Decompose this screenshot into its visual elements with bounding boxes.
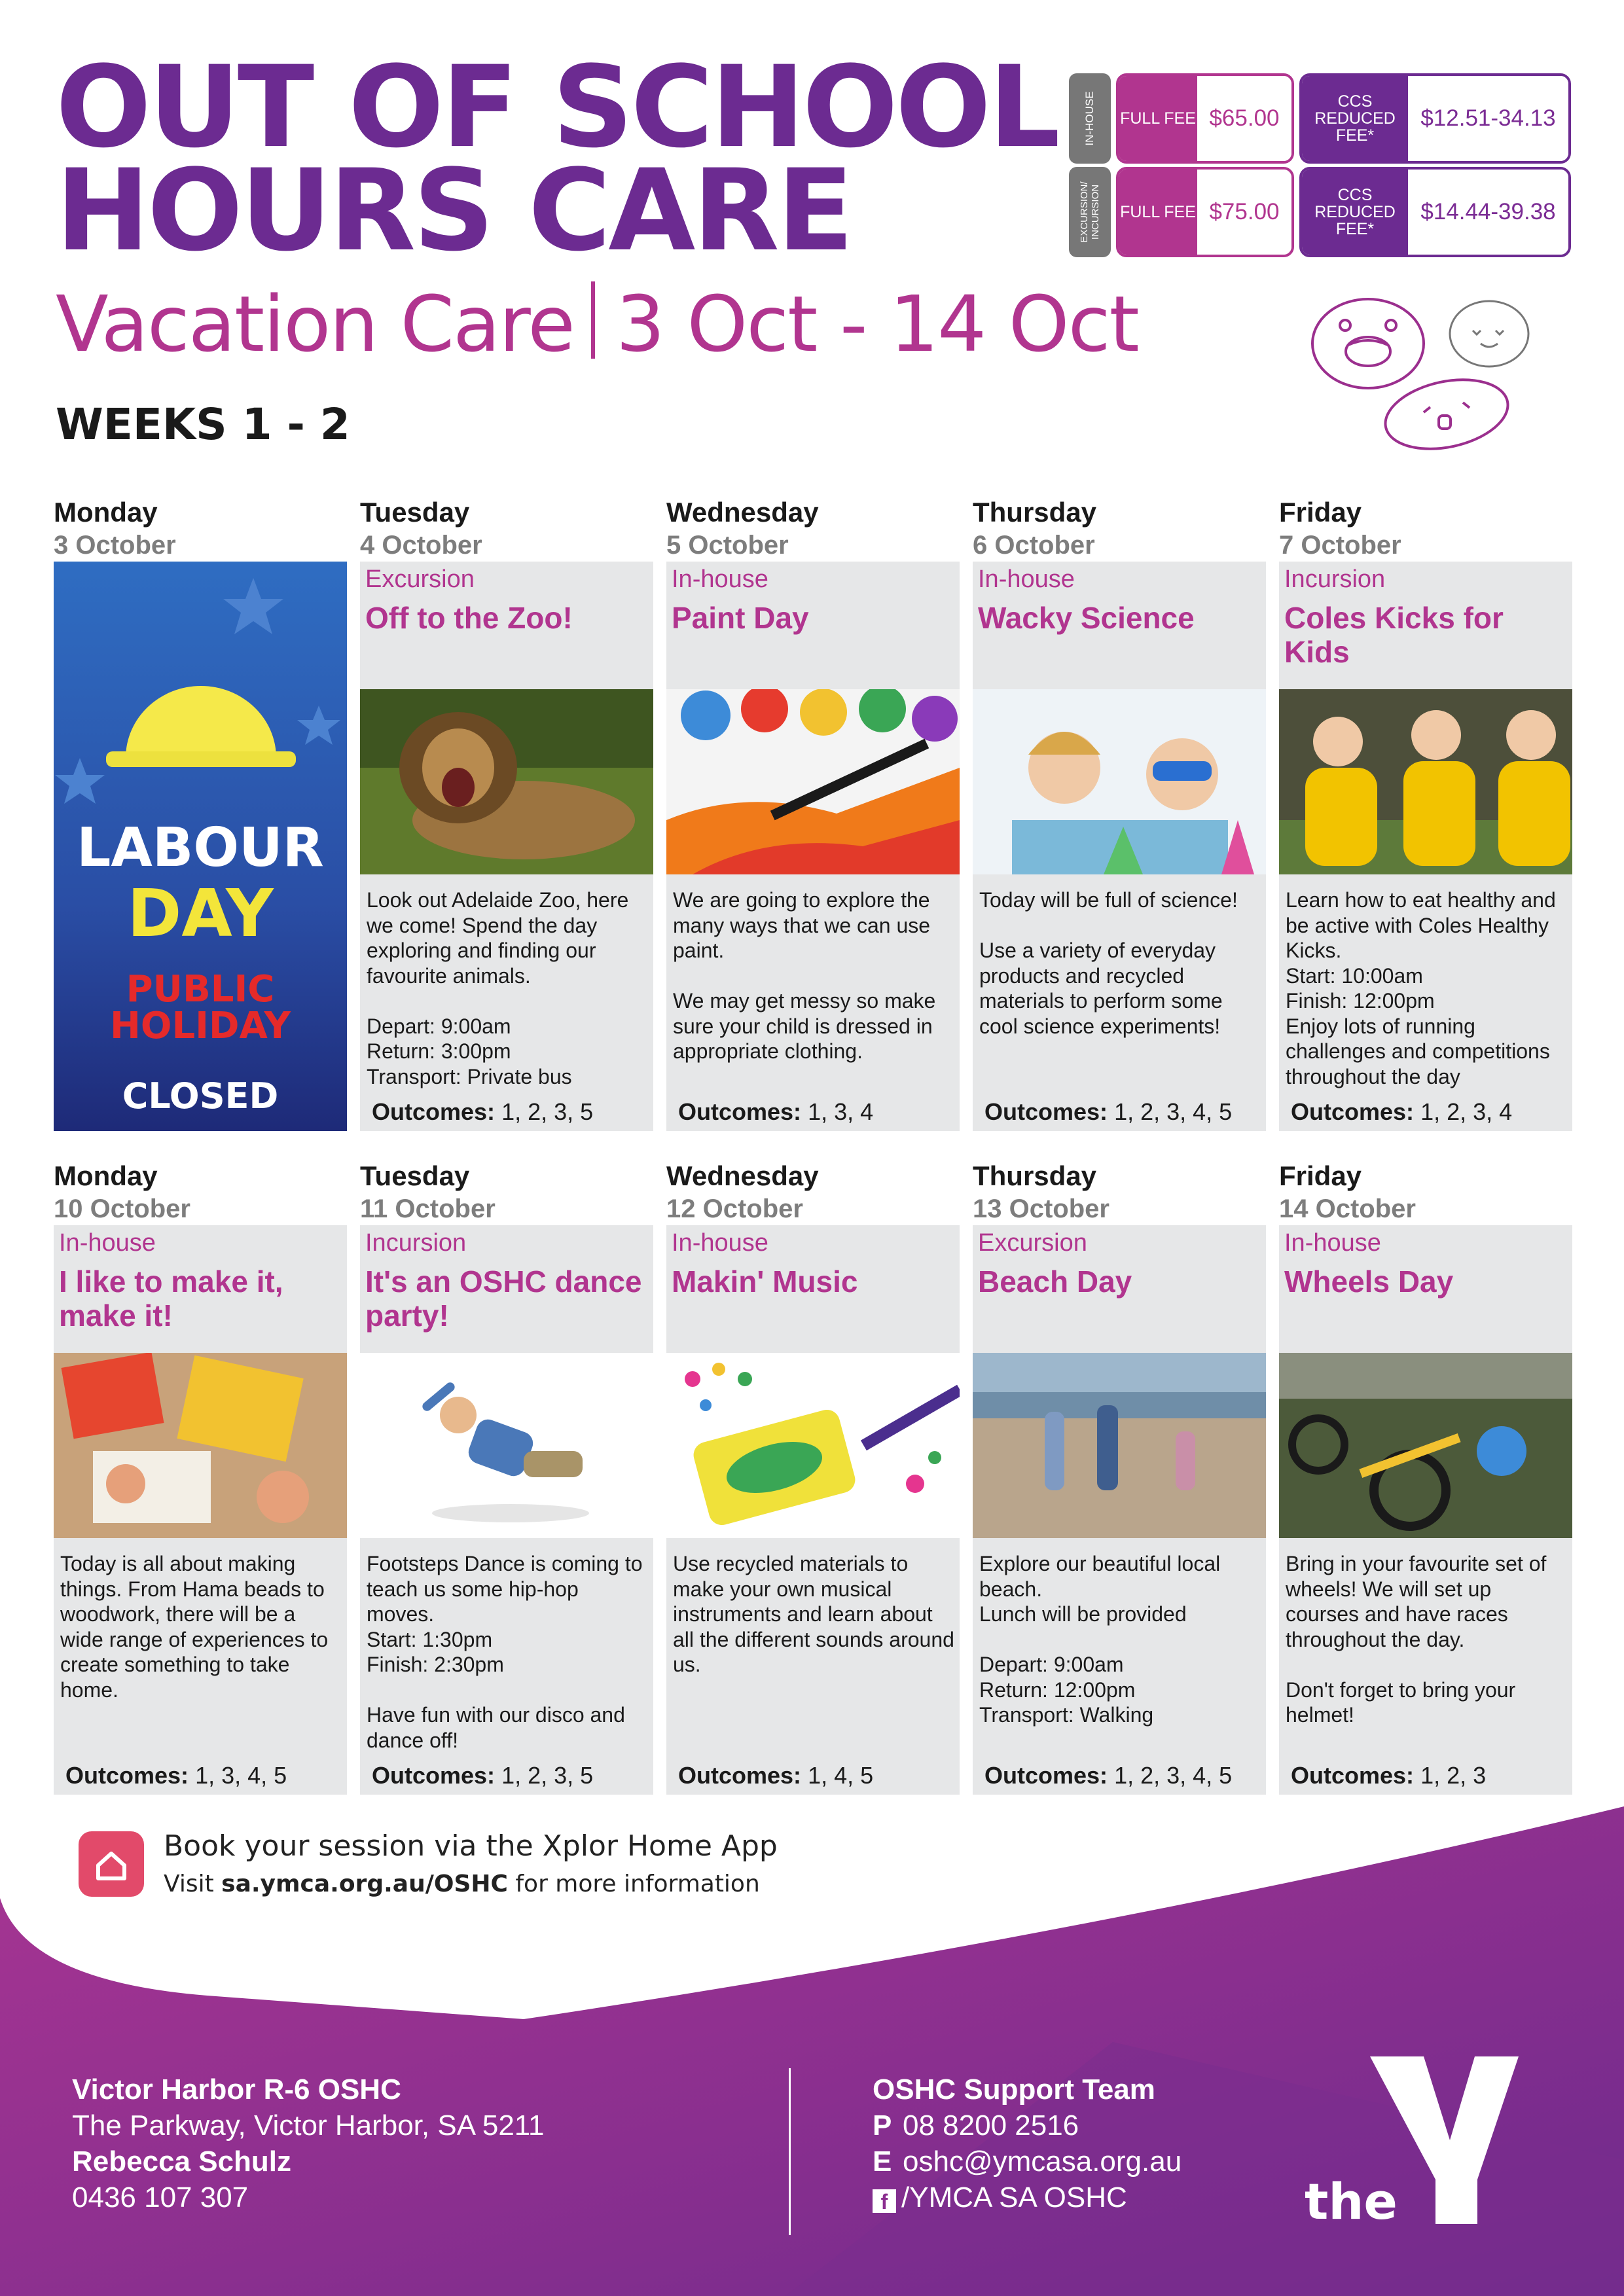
- day-date: 10 October: [54, 1194, 190, 1223]
- title-line-2: HOURS CARE: [56, 145, 852, 276]
- fee-row-excursion: [1069, 167, 1571, 257]
- bikes-photo: [1279, 1353, 1572, 1538]
- centre-address: The Parkway, Victor Harbor, SA 5211: [72, 2109, 545, 2142]
- full-fee-box: [1116, 167, 1294, 257]
- page-title: [56, 41, 1058, 276]
- activity-title: Paint Day: [672, 601, 809, 635]
- booking-info: Visit sa.ymca.org.au/OSHC for more information: [164, 1871, 760, 1897]
- day-friday-14-oct: [1279, 1160, 1572, 1789]
- support-phone: P 08 8200 2516: [873, 2109, 1079, 2142]
- full-fee-box: [1116, 73, 1294, 164]
- subtitle-divider: [591, 281, 595, 359]
- day-name: Tuesday: [360, 1160, 470, 1191]
- fee-row-in-house: [1069, 73, 1571, 164]
- outcomes: Outcomes: 1, 4, 5: [678, 1762, 874, 1789]
- subtitle: [56, 275, 1138, 373]
- day-date: 4 October: [360, 531, 482, 560]
- outcomes: Outcomes: 1, 2, 3: [1291, 1762, 1487, 1789]
- activity-card: [666, 1225, 960, 1795]
- holiday-line-5: CLOSED: [122, 1075, 279, 1117]
- activity-type: In-house: [672, 565, 768, 593]
- fee-tag: EXCURSION/ INCURSION: [1069, 167, 1111, 257]
- day-monday-3-oct: [54, 496, 347, 1117]
- holiday-line-3: PUBLIC: [126, 968, 275, 1011]
- activity-title: Coles Kicks for Kids: [1284, 601, 1504, 669]
- paint-photo: [666, 689, 960, 874]
- program-name: Vacation Care: [56, 279, 574, 369]
- centre-contact: [72, 2072, 544, 2215]
- activity-type: Incursion: [365, 1229, 467, 1257]
- activity-type: Excursion: [365, 565, 475, 593]
- day-name: Thursday: [973, 497, 1097, 528]
- ccs-fee-value: $12.51-34.13: [1408, 76, 1568, 161]
- day-name: Thursday: [973, 1160, 1097, 1191]
- activity-card: [973, 562, 1266, 1131]
- day-name: Monday: [54, 497, 158, 528]
- activity-card: [54, 1225, 347, 1795]
- support-facebook: f /YMCA SA OSHC: [873, 2179, 1182, 2215]
- activity-description: Learn how to eat healthy and be active with Coles Healthy Kicks. Start: 10:00am Finish: 12:00pm Enjoy lots of running challenges and competitions throughout the day: [1286, 888, 1556, 1088]
- activity-title: Beach Day: [978, 1265, 1132, 1299]
- day-date: 14 October: [1279, 1194, 1416, 1223]
- activity-type: Excursion: [978, 1229, 1087, 1257]
- day-name: Friday: [1279, 1160, 1362, 1191]
- activity-description: Explore our beautiful local beach. Lunch will be provided Depart: 9:00am Return: 12:00pm Transport: Walking: [979, 1552, 1221, 1727]
- day-wednesday-12-oct: [666, 1160, 960, 1789]
- day-name: Tuesday: [360, 497, 470, 528]
- activity-card: [973, 1225, 1266, 1795]
- activity-description: Use recycled materials to make your own musical instruments and learn about all the different sounds around us.: [673, 1552, 954, 1676]
- coles-kicks-photo: [1279, 689, 1572, 874]
- activity-type: In-house: [978, 565, 1075, 593]
- activity-type: In-house: [1284, 1229, 1381, 1257]
- support-email: E oshc@ymcasa.org.au: [873, 2145, 1182, 2178]
- holiday-line-2: DAY: [127, 875, 274, 952]
- activity-card: [360, 562, 653, 1131]
- day-name: Wednesday: [666, 1160, 819, 1191]
- day-thursday-6-oct: [973, 496, 1266, 1125]
- outcomes: Outcomes: 1, 2, 3, 5: [372, 1098, 594, 1125]
- doodle-face-oval: [1379, 369, 1515, 455]
- contact-phone: 0436 107 307: [72, 2181, 249, 2214]
- activity-description: Footsteps Dance is coming to teach us some hip-hop moves. Start: 1:30pm Finish: 2:30pm Have fun with our disco and dance off!: [367, 1552, 643, 1752]
- activity-title: It's an OSHC dance party!: [365, 1265, 642, 1333]
- outcomes: Outcomes: 1, 3, 4: [678, 1098, 874, 1125]
- doodle-face-big: [1312, 299, 1424, 388]
- full-fee-value: $75.00: [1197, 170, 1291, 255]
- craft-photo: [54, 1353, 347, 1538]
- activity-title: Wheels Day: [1284, 1265, 1454, 1299]
- activity-type: In-house: [59, 1229, 156, 1257]
- day-thursday-13-oct: [973, 1160, 1266, 1789]
- day-date: 5 October: [666, 531, 789, 560]
- footer-divider: [789, 2068, 791, 2235]
- day-friday-7-oct: [1279, 496, 1572, 1125]
- face-doodles: [1309, 298, 1532, 455]
- activity-description: Bring in your favourite set of wheels! We will set up courses and have races throughout the day. Don't forget to bring your helmet!: [1286, 1552, 1547, 1727]
- activity-card: [360, 1225, 653, 1795]
- full-fee-label: FULL FEE: [1119, 76, 1197, 161]
- outcomes: Outcomes: 1, 2, 3, 4, 5: [984, 1098, 1233, 1125]
- activity-description: Look out Adelaide Zoo, here we come! Spend the day exploring and finding our favourite animals. Depart: 9:00am Return: 3:00pm Transport: Private bus: [367, 888, 629, 1088]
- full-fee-value: $65.00: [1197, 76, 1291, 161]
- day-date: 7 October: [1279, 531, 1401, 560]
- full-fee-label: FULL FEE: [1119, 170, 1197, 255]
- day-monday-10-oct: [54, 1160, 347, 1789]
- outcomes: Outcomes: 1, 2, 3, 5: [372, 1762, 594, 1789]
- outcomes: Outcomes: 1, 2, 3, 4, 5: [984, 1762, 1233, 1789]
- activity-title: I like to make it, make it!: [59, 1265, 283, 1333]
- support-team-contact: [873, 2072, 1182, 2215]
- labour-day-graphic: [54, 562, 347, 1131]
- day-tuesday-4-oct: [360, 496, 653, 1125]
- ymca-y-logo: [1299, 2055, 1528, 2245]
- doodle-face-small: [1450, 301, 1528, 367]
- activity-card: [1279, 562, 1572, 1131]
- activity-card: [666, 562, 960, 1131]
- activity-title: Makin' Music: [672, 1265, 858, 1299]
- ccs-fee-value: $14.44-39.38: [1408, 170, 1568, 255]
- activity-card: [1279, 1225, 1572, 1795]
- contact-name: Rebecca Schulz: [72, 2145, 292, 2178]
- activity-description: We are going to explore the many ways that we can use paint. We may get messy so make sure your child is dressed in appropriate clothing.: [673, 888, 936, 1063]
- dance-photo: [360, 1353, 653, 1538]
- booking-title: Book your session via the Xplor Home App: [164, 1829, 778, 1863]
- date-range: 3 Oct - 14 Oct: [615, 279, 1138, 369]
- lion-photo: [360, 689, 653, 874]
- ccs-fee-box: [1299, 167, 1571, 257]
- day-name: Wednesday: [666, 497, 819, 528]
- ccs-fee-label: CCS REDUCED FEE*: [1302, 76, 1408, 161]
- activity-description: Today is all about making things. From Hama beads to woodwork, there will be a wide range of experiences to create something to take home.: [60, 1552, 329, 1702]
- day-date: 13 October: [973, 1194, 1110, 1223]
- activity-type: Incursion: [1284, 565, 1386, 593]
- ccs-fee-label: CCS REDUCED FEE*: [1302, 170, 1408, 255]
- home-app-icon: [79, 1831, 144, 1897]
- activity-title: Wacky Science: [978, 601, 1195, 635]
- activity-description: Today will be full of science! Use a variety of everyday products and recycled materials to perform some cool science experiments!: [979, 888, 1238, 1038]
- day-date: 11 October: [360, 1194, 496, 1223]
- day-name: Friday: [1279, 497, 1362, 528]
- centre-name: Victor Harbor R-6 OSHC: [72, 2073, 401, 2106]
- holiday-line-4: HOLIDAY: [109, 1005, 291, 1047]
- day-tuesday-11-oct: [360, 1160, 653, 1789]
- day-name: Monday: [54, 1160, 158, 1191]
- ccs-fee-box: [1299, 73, 1571, 164]
- fee-tag: IN-HOUSE: [1069, 73, 1111, 164]
- beach-photo: [973, 1353, 1266, 1538]
- activity-type: In-house: [672, 1229, 768, 1257]
- day-wednesday-5-oct: [666, 496, 960, 1125]
- holiday-line-1: LABOUR: [77, 817, 324, 879]
- day-date: 6 October: [973, 531, 1095, 560]
- outcomes: Outcomes: 1, 3, 4, 5: [65, 1762, 287, 1789]
- music-photo: [666, 1353, 960, 1538]
- facebook-icon: f: [873, 2189, 896, 2213]
- weeks-heading: WEEKS 1 - 2: [56, 399, 350, 450]
- outcomes: Outcomes: 1, 2, 3, 4: [1291, 1098, 1513, 1125]
- labour-day-closed-panel: [54, 562, 347, 1131]
- title-line-1: OUT OF SCHOOL: [56, 41, 1058, 173]
- day-date: 12 October: [666, 1194, 803, 1223]
- logo-text: the: [1305, 2172, 1398, 2231]
- science-photo: [973, 689, 1266, 874]
- day-date: 3 October: [54, 531, 176, 560]
- booking-link[interactable]: sa.ymca.org.au/OSHC: [221, 1871, 508, 1897]
- support-title: OSHC Support Team: [873, 2073, 1155, 2106]
- activity-title: Off to the Zoo!: [365, 601, 573, 635]
